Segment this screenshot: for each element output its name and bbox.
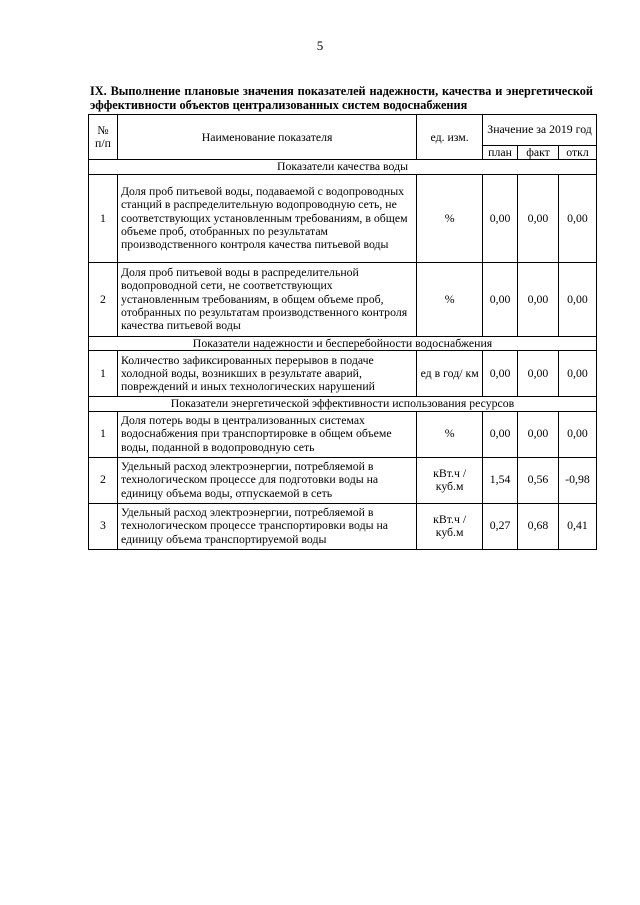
header-name: Наименование показателя xyxy=(117,115,416,160)
row-plan: 0,00 xyxy=(483,262,518,336)
row-fact: 0,00 xyxy=(518,174,559,262)
table-row xyxy=(89,351,597,397)
row-dev: -0,98 xyxy=(558,457,596,503)
row-fact: 0,00 xyxy=(518,411,559,457)
row-fact: 0,00 xyxy=(518,351,559,397)
row-num: 2 xyxy=(89,457,118,503)
row-name: Доля потерь воды в централизованных системах водоснабжения при транспортировке в общем объеме воды, поданной в водопроводную сеть xyxy=(117,411,416,457)
row-unit: кВт.ч / куб.м xyxy=(417,503,483,549)
header-unit: ед. изм. xyxy=(417,115,483,160)
table-row xyxy=(89,174,597,262)
row-dev: 0,00 xyxy=(558,411,596,457)
row-num: 1 xyxy=(89,174,118,262)
row-dev: 0,00 xyxy=(558,174,596,262)
header-dev: откл xyxy=(558,146,596,160)
row-plan: 0,00 xyxy=(483,411,518,457)
group-title: Показатели надежности и бесперебойности водоснабжения xyxy=(89,336,597,350)
header-period: Значение за 2019 год xyxy=(483,115,597,146)
row-name: Удельный расход электроэнергии, потребляемой в технологическом процессе транспортировки воды на единицу объема транспортируемой воды xyxy=(117,503,416,549)
row-dev: 0,41 xyxy=(558,503,596,549)
header-plan: план xyxy=(483,146,518,160)
row-fact: 0,68 xyxy=(518,503,559,549)
table-row xyxy=(89,262,597,336)
row-dev: 0,00 xyxy=(558,262,596,336)
row-unit: кВт.ч / куб.м xyxy=(417,457,483,503)
row-num: 1 xyxy=(89,411,118,457)
table-row xyxy=(89,503,597,549)
row-unit: % xyxy=(417,174,483,262)
row-unit: ед в год/ км xyxy=(417,351,483,397)
row-num: 2 xyxy=(89,262,118,336)
row-num: 1 xyxy=(89,351,118,397)
row-dev: 0,00 xyxy=(558,351,596,397)
row-plan: 0,00 xyxy=(483,174,518,262)
row-unit: % xyxy=(417,411,483,457)
indicators-table xyxy=(88,114,597,550)
row-plan: 1,54 xyxy=(483,457,518,503)
group-title: Показатели энергетической эффективности использования ресурсов xyxy=(89,397,597,411)
row-name: Доля проб питьевой воды в распределительной водопроводной сети, не соответствующих установленным требованиям, в общем объеме проб, отобранных по результатам производственного контроля качества питьевой воды xyxy=(117,262,416,336)
group-header-row xyxy=(89,336,597,350)
page-number: 5 xyxy=(316,38,324,53)
row-fact: 0,56 xyxy=(518,457,559,503)
table-row xyxy=(89,457,597,503)
row-plan: 0,27 xyxy=(483,503,518,549)
group-header-row xyxy=(89,160,597,174)
section-title: IX. Выполнение плановые значения показателей надежности, качества и энергетической эффективности объектов централизованных систем водоснабжения xyxy=(90,84,593,112)
row-unit: % xyxy=(417,262,483,336)
row-name: Доля проб питьевой воды, подаваемой с водопроводных станций в распределительную водопроводную сеть, не соответствующих установленным требованиям, в общем объеме проб, отобранных по результатам производственного контроля качества питьевой воды xyxy=(117,174,416,262)
table-row xyxy=(89,411,597,457)
row-name: Количество зафиксированных перерывов в подаче холодной воды, возникших в результате аварий, повреждений и иных технологических нарушений xyxy=(117,351,416,397)
row-fact: 0,00 xyxy=(518,262,559,336)
header-num: № п/п xyxy=(89,115,118,160)
group-header-row xyxy=(89,397,597,411)
row-name: Удельный расход электроэнергии, потребляемой в технологическом процессе для подготовки воды на единицу объема воды, отпускаемой в сеть xyxy=(117,457,416,503)
header-fact: факт xyxy=(518,146,559,160)
group-title: Показатели качества воды xyxy=(89,160,597,174)
row-plan: 0,00 xyxy=(483,351,518,397)
row-num: 3 xyxy=(89,503,118,549)
